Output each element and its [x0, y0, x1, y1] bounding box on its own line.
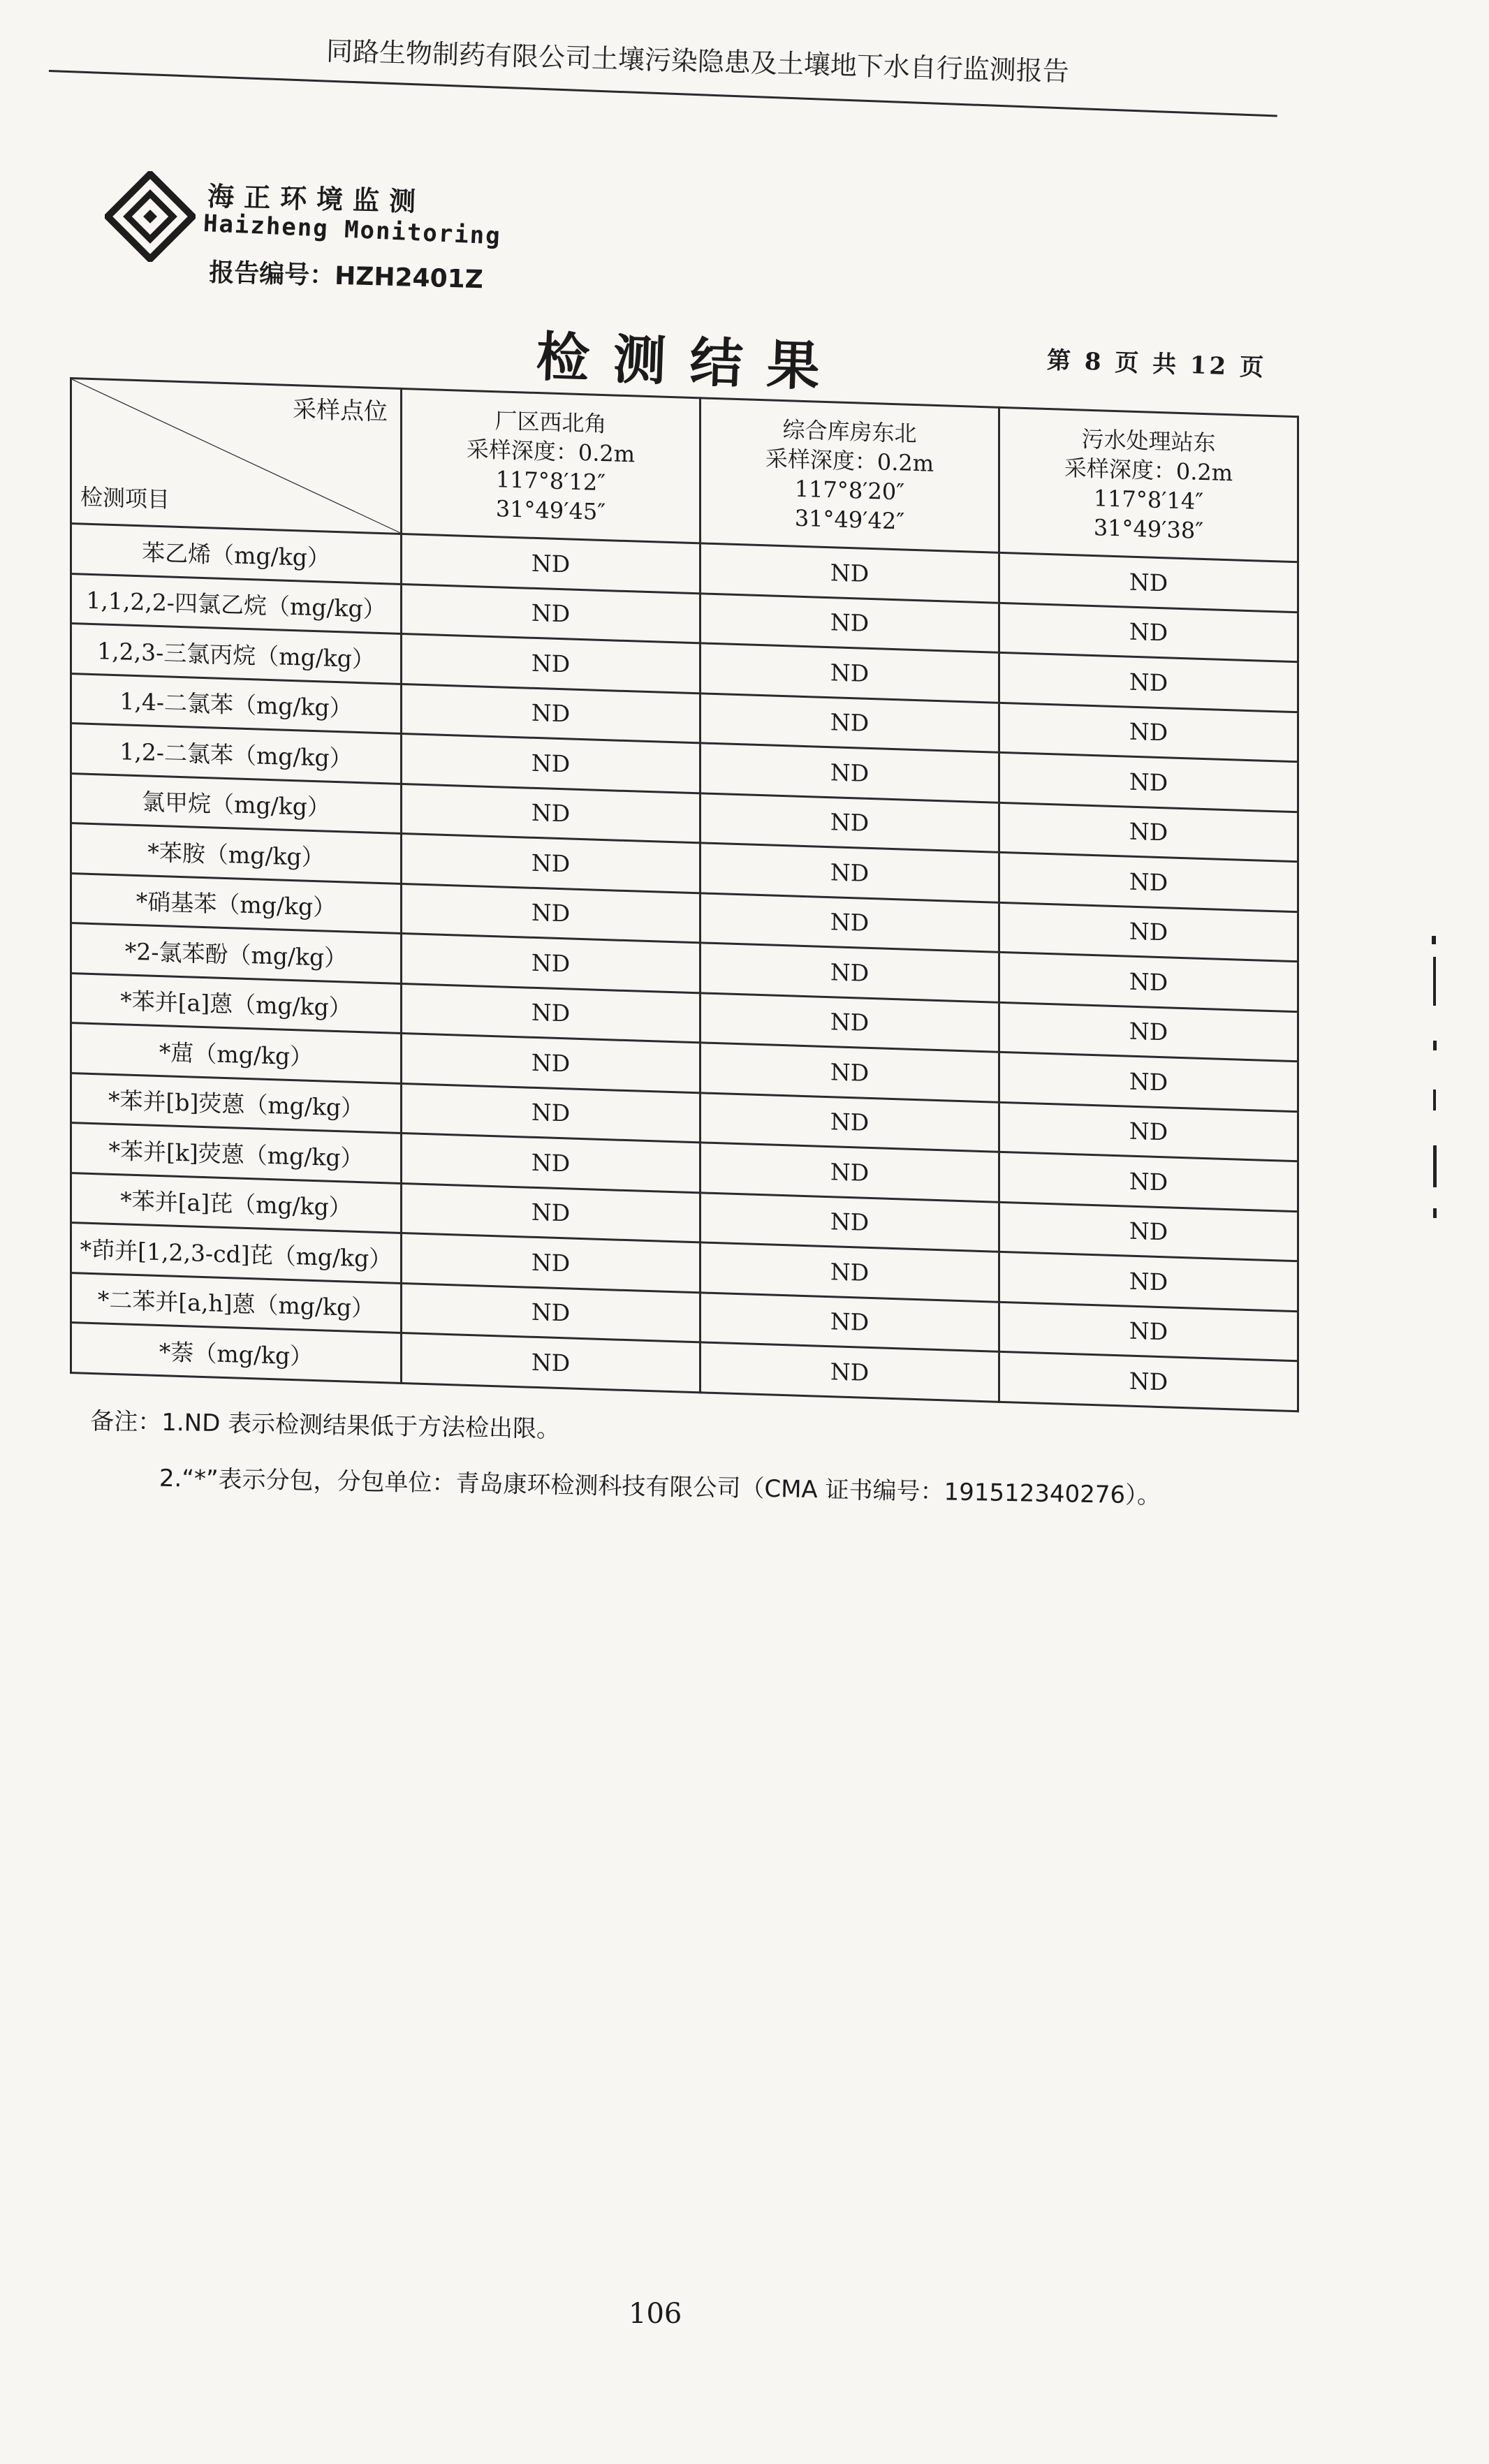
page-number: 106	[629, 2298, 682, 2330]
result-cell: ND	[402, 684, 701, 743]
column-latitude: 31°49′45″	[495, 494, 606, 525]
column-latitude: 31°49′42″	[794, 504, 905, 535]
result-cell: ND	[701, 1043, 999, 1102]
test-item-cell: 1,1,2,2-四氯乙烷（mg/kg）	[71, 573, 402, 633]
test-item-cell: 氯甲烷（mg/kg）	[71, 773, 402, 833]
page-info: 第 8 页 共 12 页	[1046, 346, 1267, 382]
notes	[89, 1393, 1162, 1524]
column-header-2	[701, 398, 999, 552]
result-cell: ND	[999, 603, 1298, 662]
corner-label-test-item: 检测项目	[80, 483, 170, 513]
result-cell: ND	[402, 883, 701, 943]
column-depth: 采样深度：0.2m	[765, 444, 934, 477]
test-item-cell: 1,4-二氯苯（mg/kg）	[71, 673, 402, 733]
brand-name-en: Haizheng Monitoring	[203, 210, 502, 251]
column-latitude: 31°49′38″	[1093, 513, 1204, 544]
result-cell: ND	[701, 1292, 999, 1351]
test-item-cell: *2-氯苯酚（mg/kg）	[71, 923, 402, 983]
result-cell: ND	[701, 743, 999, 802]
result-cell: ND	[701, 1342, 999, 1402]
report-header-title: 同路生物制药有限公司土壤污染隐患及土壤地下水自行监测报告	[325, 35, 1070, 87]
column-depth: 采样深度：0.2m	[1064, 454, 1233, 486]
test-item-cell: *苯胺（mg/kg）	[71, 823, 402, 883]
test-item-cell: *茚并[1,2,3-cd]芘（mg/kg）	[71, 1223, 402, 1283]
report-number-label: 报告编号：	[208, 258, 335, 291]
result-cell: ND	[402, 733, 701, 793]
column-header-3	[999, 407, 1298, 562]
column-longitude: 117°8′14″	[1093, 484, 1204, 515]
note-line-1: 备注：1.ND 表示检测结果低于方法检出限。	[89, 1407, 561, 1444]
report-number-value: HZH2401Z	[334, 261, 484, 295]
table-corner-cell	[71, 379, 402, 534]
result-cell: ND	[999, 802, 1298, 862]
result-cell: ND	[701, 593, 999, 652]
result-cell: ND	[402, 833, 701, 893]
test-item-cell: *萘（mg/kg）	[71, 1323, 402, 1383]
result-cell: ND	[999, 1351, 1298, 1411]
result-cell: ND	[402, 1183, 701, 1242]
result-cell: ND	[999, 1152, 1298, 1211]
result-cell: ND	[701, 1192, 999, 1252]
result-cell: ND	[999, 852, 1298, 911]
test-item-cell: *二苯并[a,h]蒽（mg/kg）	[71, 1273, 402, 1333]
test-item-cell: *䓛（mg/kg）	[71, 1023, 402, 1083]
result-cell: ND	[701, 1143, 999, 1202]
result-cell: ND	[402, 534, 701, 593]
result-cell: ND	[999, 1202, 1298, 1261]
result-cell: ND	[701, 1242, 999, 1302]
result-cell: ND	[999, 952, 1298, 1011]
table-body	[71, 524, 1298, 1411]
note-line-2: 2.“*”表示分包，分包单位：青岛康环检测科技有限公司（CMA 证书编号：191512340276）。	[159, 1464, 1161, 1510]
result-cell: ND	[402, 784, 701, 843]
column-name: 污水处理站东	[1081, 425, 1216, 457]
test-item-cell: *苯并[a]蒽（mg/kg）	[71, 973, 402, 1033]
result-cell: ND	[402, 1283, 701, 1342]
column-header-1	[402, 388, 701, 543]
result-cell: ND	[402, 933, 701, 992]
result-cell: ND	[402, 1233, 701, 1292]
result-cell: ND	[999, 1102, 1298, 1161]
result-cell: ND	[999, 752, 1298, 812]
result-cell: ND	[999, 1252, 1298, 1311]
result-cell: ND	[999, 652, 1298, 712]
result-cell: ND	[701, 643, 999, 703]
result-cell: ND	[701, 893, 999, 952]
document-title: 检测结果	[535, 325, 845, 399]
column-depth: 采样深度：0.2m	[466, 435, 636, 467]
column-longitude: 117°8′20″	[794, 475, 905, 506]
test-item-cell: 1,2,3-三氯丙烷（mg/kg）	[71, 624, 402, 684]
column-name: 厂区西北角	[494, 406, 607, 437]
result-cell: ND	[402, 1083, 701, 1143]
column-name: 综合库房东北	[782, 416, 917, 447]
result-cell: ND	[999, 552, 1298, 612]
result-cell: ND	[701, 992, 999, 1052]
haizheng-logo-icon	[105, 171, 196, 262]
test-item-cell: *硝基苯（mg/kg）	[71, 873, 402, 933]
result-cell: ND	[999, 1002, 1298, 1062]
test-item-cell: *苯并[k]荧蒽（mg/kg）	[71, 1123, 402, 1183]
result-cell: ND	[701, 793, 999, 852]
test-item-cell: 1,2-二氯苯（mg/kg）	[71, 724, 402, 784]
result-cell: ND	[402, 584, 701, 643]
result-cell: ND	[402, 633, 701, 693]
report-number	[209, 253, 484, 295]
test-item-cell: 苯乙烯（mg/kg）	[71, 524, 402, 584]
scan-edge-marks	[1425, 936, 1446, 1229]
result-cell: ND	[701, 843, 999, 902]
result-cell: ND	[402, 983, 701, 1043]
result-cell: ND	[701, 943, 999, 1002]
result-cell: ND	[999, 1052, 1298, 1111]
column-longitude: 117°8′12″	[495, 465, 606, 496]
result-cell: ND	[402, 1333, 701, 1392]
result-cell: ND	[701, 1092, 999, 1152]
test-item-cell: *苯并[b]荧蒽（mg/kg）	[71, 1073, 402, 1133]
result-cell: ND	[402, 1133, 701, 1192]
result-cell: ND	[701, 693, 999, 752]
brand-name-cn: 海正环境监测	[207, 180, 426, 218]
test-item-cell: *苯并[a]芘（mg/kg）	[71, 1173, 402, 1233]
results-table-wrap	[70, 377, 1327, 1396]
result-cell: ND	[999, 703, 1298, 762]
result-cell: ND	[999, 902, 1298, 962]
corner-label-sampling-point: 采样点位	[293, 395, 388, 427]
result-cell: ND	[701, 543, 999, 603]
result-cell: ND	[402, 1033, 701, 1092]
results-table	[70, 377, 1299, 1412]
result-cell: ND	[999, 1302, 1298, 1361]
